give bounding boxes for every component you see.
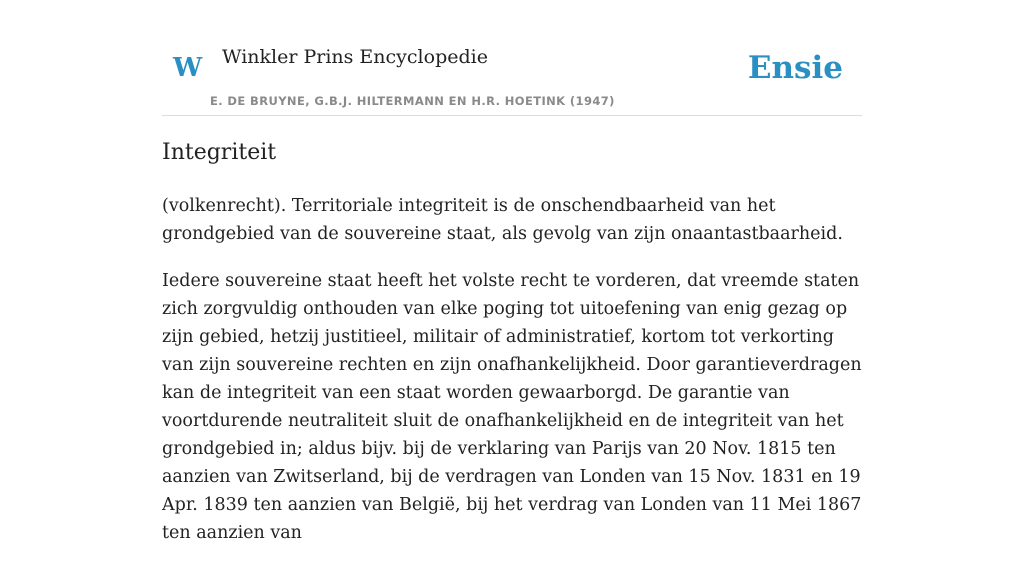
header xyxy=(162,40,862,116)
authors-line: E. DE BRUYNE, G.B.J. HILTERMANN EN H.R. HOETINK (1947) xyxy=(210,94,615,108)
article-title: Integriteit xyxy=(162,140,277,165)
site-title[interactable]: Winkler Prins Encyclopedie xyxy=(222,46,488,68)
article-paragraph: Iedere souvereine staat heeft het volste recht te vorderen, dat vreemde staten zich zorgvuldig onthouden van elke poging tot uitoefening van enig gezag op zijn gebied, hetzij justitieel, militair of administratief, kortom tot verkorting van zijn souvereine rechten en zijn onafhankelijkheid. Door garantieverdragen kan de integriteit van een staat worden gewaarborgd. De garantie van voortdurende neutraliteit sluit de onafhankelijkheid en de integriteit van het grondgebied in; aldus bijv. bij de verklaring van Parijs van 20 Nov. 1815 ten aanzien van Zwitserland, bij de verdragen van Londen van 15 Nov. 1831 en 19 Apr. 1839 ten aanzien van België, bij het verdrag van Londen van 11 Mei 1867 ten aanzien van xyxy=(162,271,862,543)
article-paragraph: (volkenrecht). Territoriale integriteit is de onschendbaarheid van het grondgebied van de souvereine staat, als gevolg van zijn onaantastbaarheid. xyxy=(162,196,843,244)
ensie-logo[interactable]: Ensie xyxy=(747,50,843,86)
article-body xyxy=(162,192,862,566)
winkler-prins-logo[interactable]: W xyxy=(173,53,203,83)
